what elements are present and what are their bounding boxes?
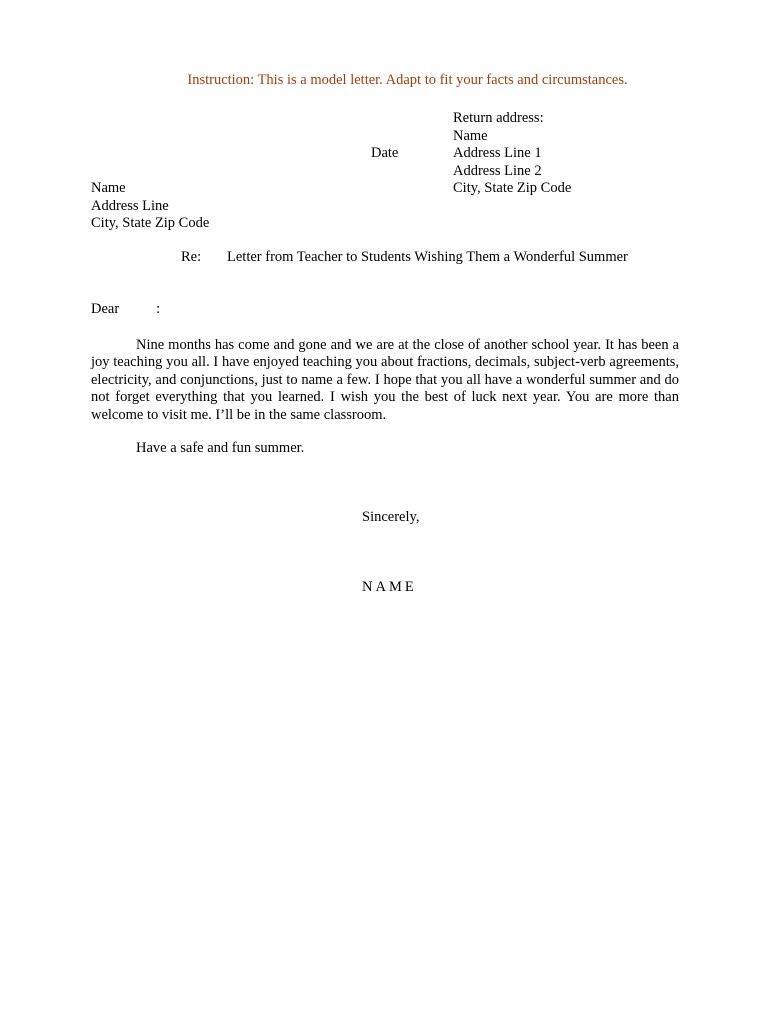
signature-name: NAME — [362, 579, 417, 595]
subject-text: Letter from Teacher to Students Wishing Them a Wonderful Summer — [227, 249, 628, 265]
recipient-city-state-zip: City, State Zip Code — [91, 215, 210, 231]
body-paragraph: Nine months has come and gone and we are at the close of another school year. It has been a joy teaching you all. I have enjoyed teaching you about fractions, decimals, subject-verb agreements, electricity, and conjunctions, just to name a few. I hope that you all have a wonderful summer and do not forget everything that you learned. I wish you the best of luck next year. You are more than welcome to visit me. I’ll be in the same classroom. — [91, 337, 679, 423]
return-address-line-1: Address Line 1 — [453, 145, 542, 161]
instruction-note: Instruction: This is a model letter. Adapt to fit your facts and circumstances. — [187, 72, 628, 88]
return-address-name: Name — [453, 127, 488, 144]
return-address-heading: Return address: — [453, 110, 544, 126]
complimentary-close: Sincerely, — [362, 509, 420, 525]
recipient-name: Name — [91, 180, 126, 196]
recipient-address-block — [91, 180, 209, 233]
return-address-city-state-zip: City, State Zip Code — [453, 180, 572, 196]
letter-date: Date — [371, 145, 399, 161]
closing-paragraph: Have a safe and fun summer. — [136, 440, 305, 456]
salutation-colon: : — [156, 301, 161, 317]
salutation-word: Dear — [91, 301, 120, 317]
return-address-block — [453, 110, 571, 198]
subject-line — [181, 249, 628, 266]
recipient-address-line: Address Line — [91, 197, 169, 214]
return-address-line-2: Address Line 2 — [453, 162, 542, 179]
salutation — [91, 301, 160, 318]
subject-label: Re: — [181, 249, 202, 265]
